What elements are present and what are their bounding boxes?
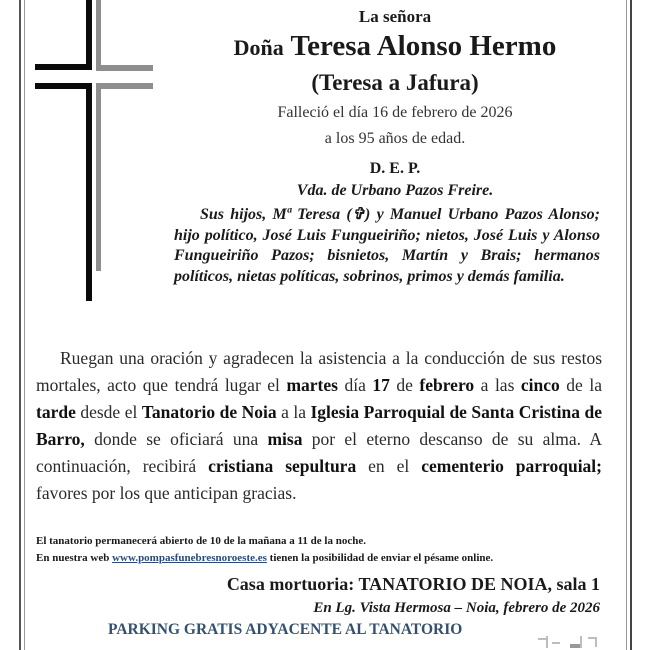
plain-text: a la: [276, 402, 311, 422]
announcement-text: [36, 345, 602, 507]
cross-black-upper-arm: [35, 64, 92, 70]
place-date: En Lg. Vista Hermosa – Noia, febrero de 2026: [313, 600, 600, 616]
death-date: Falleció el día 16 de febrero de 2026: [277, 104, 513, 121]
plain-text: de la: [559, 375, 602, 395]
plain-text: por el eterno descanso de su alma. A continuación, recibirá: [36, 429, 602, 476]
casa-mortuoria: Casa mortuoria: TANATORIO DE NOIA, sala 1: [226, 574, 600, 594]
emphasis-text: cementerio parroquial;: [421, 456, 602, 476]
deceased-name-line: [160, 32, 630, 61]
plain-text: día: [337, 375, 373, 395]
web-note: [36, 553, 493, 564]
dep: D. E. P.: [369, 160, 421, 177]
emphasis-text: Tanatorio de Noia: [141, 402, 277, 422]
plain-text: desde el: [75, 402, 142, 422]
emphasis-text: misa: [267, 429, 303, 449]
cross-black-lower-arm: [35, 83, 92, 89]
parking-notice: PARKING GRATIS ADYACENTE AL TANATORIO: [108, 621, 463, 638]
emphasis-text: cristiana sepultura: [208, 456, 357, 476]
plain-text: en el: [356, 456, 422, 476]
cross-black-upper-vertical: [86, 0, 92, 70]
honorific: Doña: [233, 35, 284, 60]
cross-gray-upper-vertical: [96, 0, 101, 70]
cross-black-lower-vertical: [86, 83, 92, 301]
family-list: [174, 205, 600, 287]
right-border-outer: [630, 0, 632, 650]
cross-gray-lower-arm: [96, 83, 153, 89]
website-link[interactable]: www.pompasfunebresnoroeste.es: [112, 552, 267, 564]
plain-text: favores por los que anticipan gracias.: [36, 483, 297, 503]
nickname: (Teresa a Jafura): [311, 70, 479, 95]
deceased-name: Teresa Alonso Hermo: [290, 30, 557, 62]
plain-text: a las: [474, 375, 521, 395]
widow-of: Vda. de Urbano Pazos Freire.: [296, 182, 494, 199]
family-text: Sus hijos, Mª Teresa (✞) y Manuel Urbano Pazos Alonso; hijo político, José Luis Fungueiriño; nietos, José Luis y Alonso Fungueiriño Pazos; bisnietos, Martín y Brais; hermanos políticos, nietas políticas, sobrinos, primos y demás familia.: [174, 206, 600, 285]
title-prefix: La señora: [358, 7, 432, 26]
web-suffix: tienen la posibilidad de enviar el pésame online.: [266, 552, 494, 564]
plain-text: Ruegan una oración y agradecen la asistencia a la conducción de sus restos mortales, acto que tendrá lugar el: [36, 348, 602, 395]
emphasis-text: martes: [286, 375, 338, 395]
emphasis-text: Iglesia Parroquial de Santa Cristina de Barro,: [36, 402, 602, 449]
announcement: [36, 345, 602, 507]
emphasis-text: cinco: [520, 375, 560, 395]
emphasis-text: febrero: [419, 375, 475, 395]
left-border-outer: [19, 0, 21, 650]
cross-gray-lower-vertical: [96, 83, 101, 271]
emphasis-text: tarde: [36, 402, 76, 422]
opening-hours: El tanatorio permanecerá abierto de 10 de la mañana a 11 de la noche.: [36, 535, 366, 547]
right-border-inner: [626, 0, 627, 650]
cross-gray-upper-arm: [96, 65, 153, 71]
plain-text: de: [389, 375, 420, 395]
logo-fragment-icon: [534, 634, 604, 650]
plain-text: donde se oficiará una: [84, 429, 268, 449]
left-border-inner: [24, 0, 25, 650]
web-prefix: En nuestra web: [36, 552, 113, 564]
emphasis-text: 17: [372, 375, 390, 395]
age: a los 95 años de edad.: [324, 130, 466, 147]
